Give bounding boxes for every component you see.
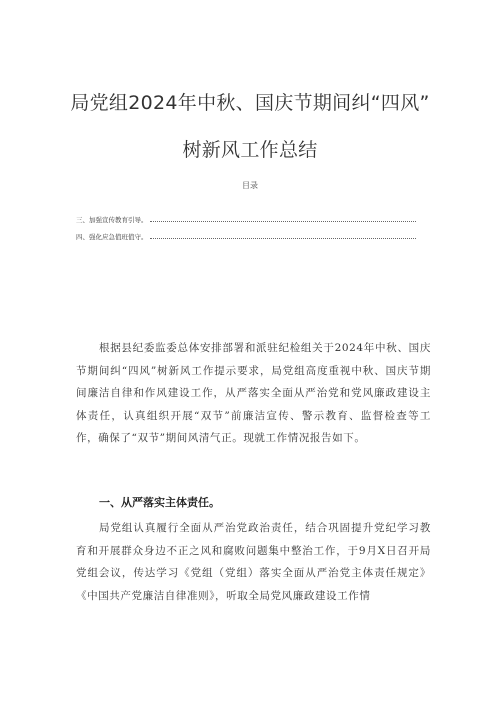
toc-entry[interactable] xyxy=(76,231,416,241)
section-paragraph: 局党组认真履行全面从严治党政治责任，结合巩固提升党纪学习教育和开展群众身边不正之风和腐败问题集中整治工作，于9月X日召开局党组会议，传达学习《党组（党组）落实全面从严治党主体责任规定》《中国共产党廉洁自律准则》，听取全局党风廉政建设工作情 xyxy=(76,522,431,602)
toc-entry[interactable] xyxy=(76,214,416,224)
document-title-line-1: 局党组2024年中秋、国庆节期间纠“四风” xyxy=(70,92,430,114)
intro-paragraph: 根据县纪委监委总体安排部署和派驻纪检组关于2024年中秋、国庆节期间纠“四风”树新风工作提示要求，局党组高度重视中秋、国庆节期间廉洁自律和作风建设工作，从严落实全面从严治党和党风廉政建设主体责任，认真组织开展“双节”前廉洁宣传、警示教育、监督检查等工作，确保了“双节”期间风清气正。现就工作情况报告如下。 xyxy=(76,342,431,444)
section-heading: 一、从严落实主体责任。 xyxy=(99,496,220,509)
toc-dot-leader xyxy=(150,220,417,222)
document-title-line-2: 树新风工作总结 xyxy=(182,139,318,161)
toc-entry-label: 三、加强宣传教育引导。 xyxy=(76,216,148,224)
toc-entry-label: 四、强化应急值班值守。 xyxy=(76,233,148,241)
toc-heading: 目录 xyxy=(242,181,258,190)
toc-dot-leader xyxy=(150,237,417,239)
